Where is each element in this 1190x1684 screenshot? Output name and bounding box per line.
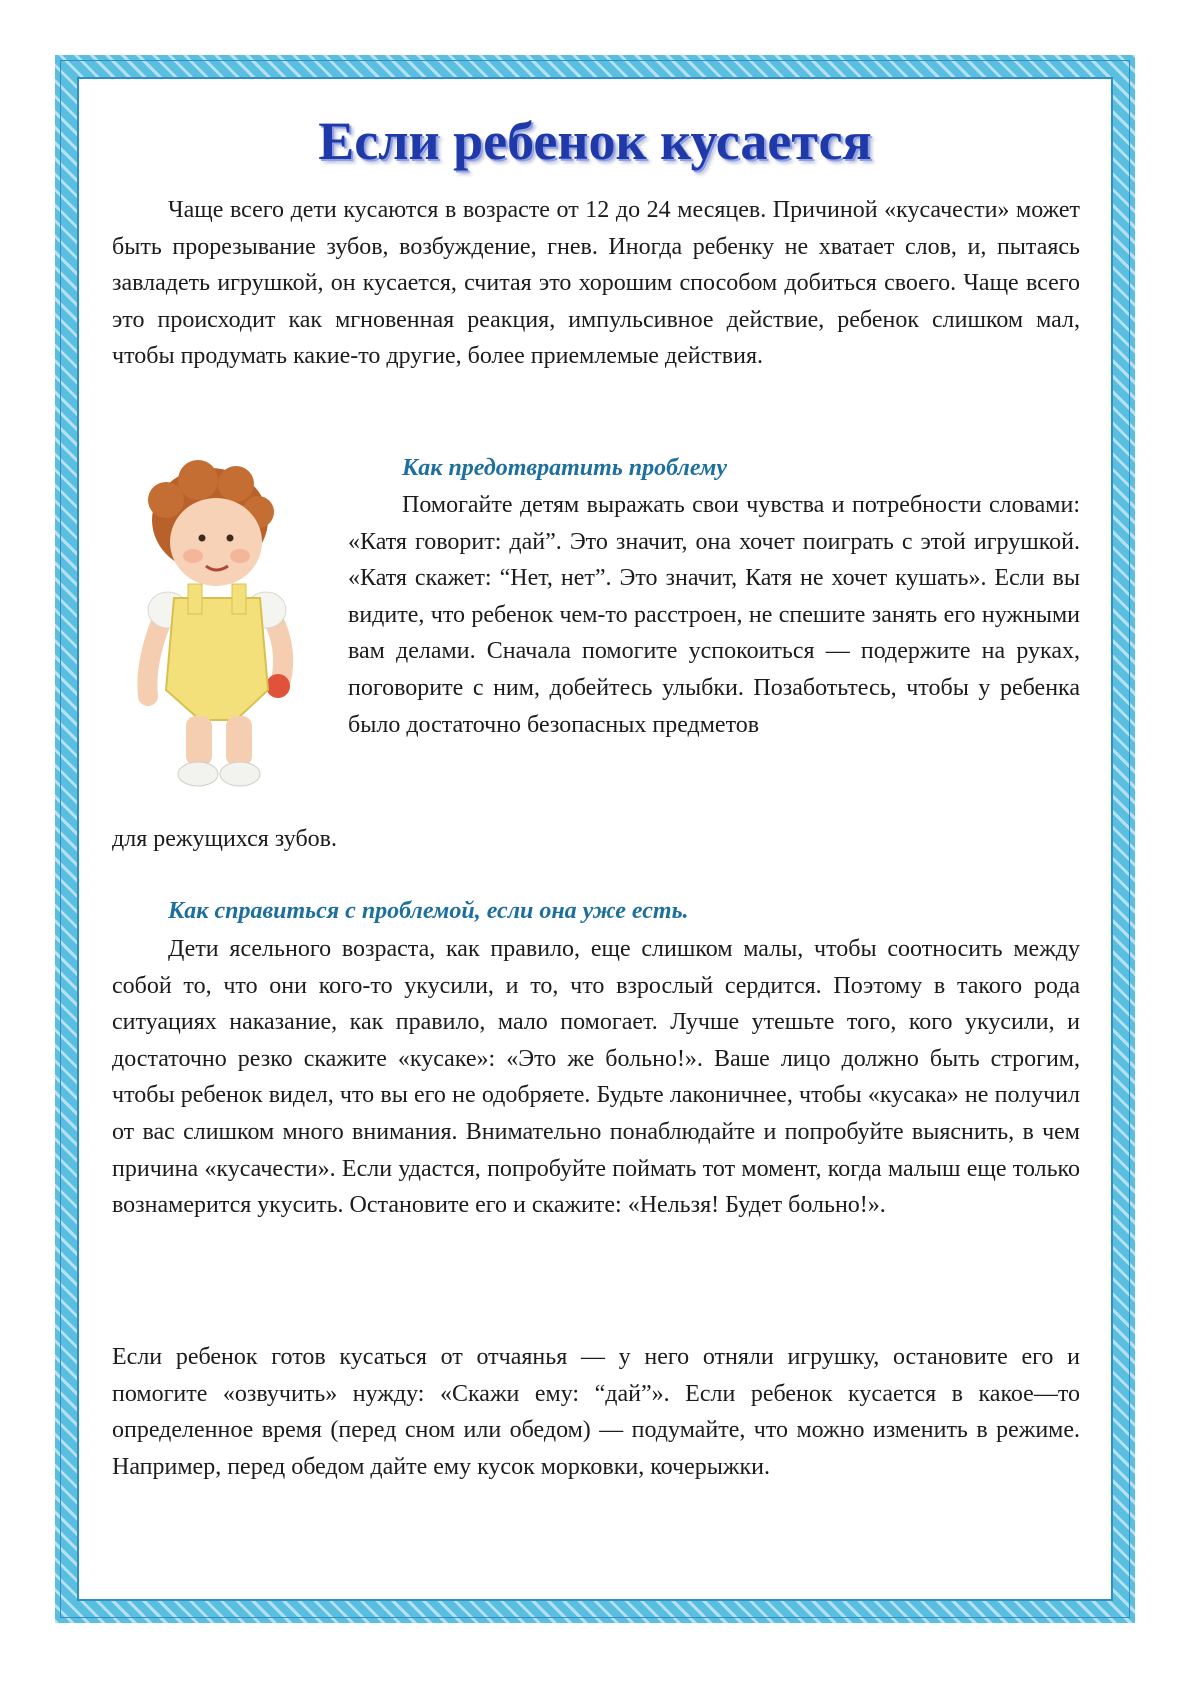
section-heading-prevent: Как предотвратить проблему	[402, 455, 727, 481]
prevent-paragraph: Помогайте детям выражать свои чувства и потребности словами: «Катя говорит: дай”. Это значит, она хочет поиграть с этой игрушкой. «Катя скажет: “Нет, нет”. Это значит, Катя не хочет кушать». Если вы видите, что ребенок чем-то расстроен, не спешите занять его нужными вам делами. Сначала помогите успокоиться — подержите на руках, поговорите с ним, добейтесь улыбки. Позаботьтесь, чтобы у ребенка было достаточно безопасных предметов	[348, 492, 1080, 738]
prevent-paragraph-end: для режущихся зубов.	[112, 826, 337, 852]
handle-paragraph: Дети ясельного возраста, как правило, еще слишком малы, чтобы соотносить между собой то, что они кого-то укусили, и то, что взрослый сердится. Поэтому в такого рода ситуациях наказание, как правило, мало помогает. Лучше утешьте того, кого укусили, и достаточно резко скажите «кусаке»: «Это же больно!». Ваше лицо должно быть строгим, чтобы ребенок видел, что вы его не одобряете. Будьте лаконичнее, чтобы «кусака» не получил от вас слишком много внимания. Внимательно понаблюдайте и попробуйте выяснить, в чем причина «кусачести». Если удастся, попробуйте поймать тот момент, когда малыш еще только вознамерится укусить. Остановите его и скажите: «Нельзя! Будет больно!».	[112, 936, 1080, 1219]
section-heading-handle: Как справиться с проблемой, если она уже есть.	[168, 898, 689, 924]
intro-paragraph: Чаще всего дети кусаются в возрасте от 12 до 24 месяцев. Причиной «кусачести» может быть прорезывание зубов, возбуждение, гнев. Иногда ребенку не хватает слов, и, пытаясь завладеть игрушкой, он кусается, считая это хорошим способом добиться своего. Чаще всего это происходит как мгновенная реакция, импульсивное действие, ребенок слишком мал, чтобы продумать какие-то другие, более приемлемые действия.	[112, 197, 1080, 370]
page-title: Если ребенок кусается	[318, 111, 872, 171]
child-illustration	[118, 460, 328, 800]
handle-paragraph-2: Если ребенок готов кусаться от отчаянья — у него отняли игрушку, остановите его и помогите «озвучить» нужду: «Скажи ему: “дай”». Если ребенок кусается в какое—то определенное время (перед сном или обедом) — подумайте, что можно изменить в режиме. Например, перед обедом дайте ему кусок морковки, кочерыжки.	[112, 1344, 1080, 1480]
